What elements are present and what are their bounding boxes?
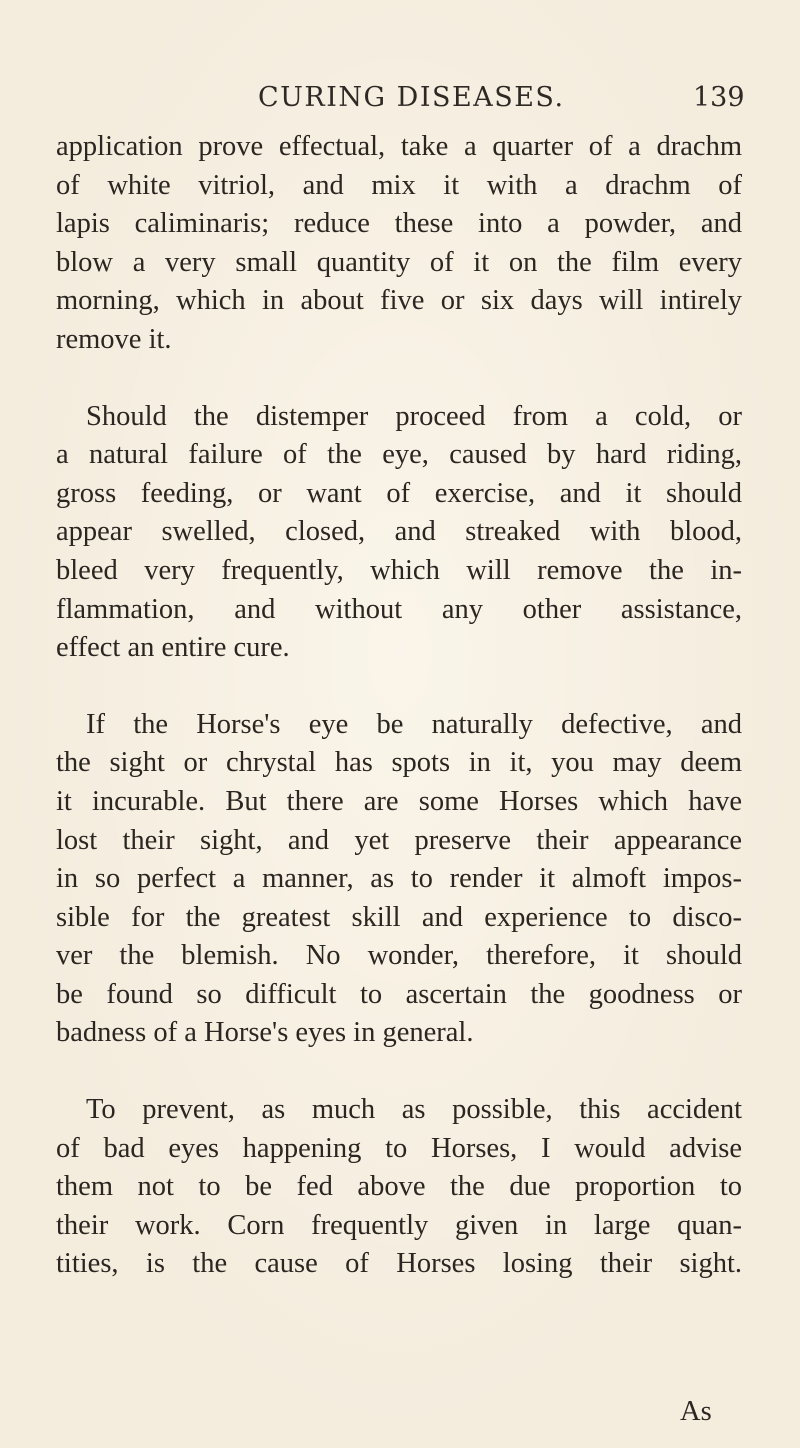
paragraph-2: [56, 398, 742, 668]
text-line: morning, which in about five or six days will intirely: [56, 285, 742, 317]
running-title: CURING DISEASES.: [258, 82, 565, 113]
paragraph-3: [56, 706, 742, 1053]
text-line: them not to be fed above the due proportion to: [56, 1171, 742, 1203]
text-line: tities, is the cause of Horses losing their sight.: [56, 1248, 742, 1280]
text-line: badness of a Horse's eyes in general.: [56, 1017, 474, 1049]
text-line: it incurable. But there are some Horses which have: [56, 785, 742, 817]
text-line: appear swelled, closed, and streaked with blood,: [56, 516, 742, 548]
text-line: effect an entire cure.: [56, 632, 290, 664]
text-line: blow a very small quantity of it on the film every: [56, 246, 742, 278]
text-line: flammation, and without any other assistance,: [56, 593, 742, 625]
text-line: application prove effectual, take a quarter of a drachm: [56, 131, 742, 162]
paragraph-1: [56, 128, 742, 360]
text-line: of white vitriol, and mix it with a drachm of: [56, 169, 742, 201]
text-line: To prevent, as much as possible, this accident: [86, 1094, 742, 1126]
text-line: If the Horse's eye be naturally defective, and: [86, 708, 742, 740]
text-line: lapis caliminaris; reduce these into a powder, and: [56, 208, 742, 240]
text-line: a natural failure of the eye, caused by hard riding,: [56, 439, 742, 471]
text-line: gross feeding, or want of exercise, and it should: [56, 477, 742, 509]
paragraph-4: [56, 1091, 742, 1284]
running-head: [0, 82, 800, 122]
text-line: sible for the greatest skill and experience to disco-: [56, 901, 742, 933]
text-line: the sight or chrystal has spots in it, you may deem: [56, 747, 742, 779]
text-line: Should the distemper proceed from a cold, or: [86, 400, 742, 432]
text-line: ver the blemish. No wonder, therefore, it should: [56, 940, 742, 972]
page-number: 139: [693, 82, 745, 113]
text-line: in so perfect a manner, as to render it almoft impos-: [56, 863, 742, 895]
text-line: remove it.: [56, 323, 172, 355]
text-line: their work. Corn frequently given in large quan-: [56, 1209, 742, 1241]
catchword: As: [680, 1396, 712, 1427]
text-line: bleed very frequently, which will remove the in-: [56, 554, 742, 586]
body-text: [56, 128, 742, 1284]
text-line: of bad eyes happening to Horses, I would advise: [56, 1132, 742, 1164]
text-line: lost their sight, and yet preserve their appearance: [56, 824, 742, 856]
text-line: be found so difficult to ascertain the goodness or: [56, 978, 742, 1010]
